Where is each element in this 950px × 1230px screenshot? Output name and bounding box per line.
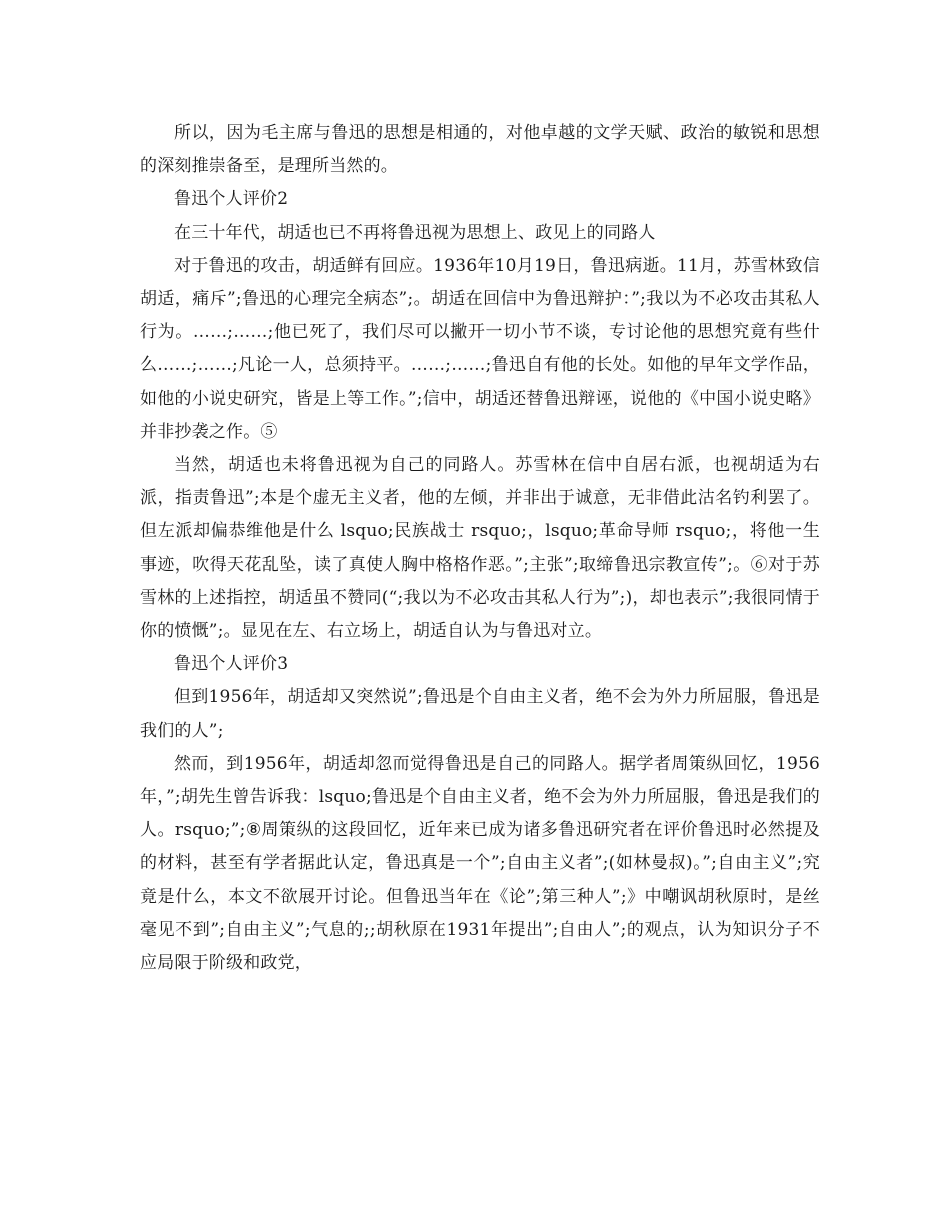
paragraph-3: 对于鲁迅的攻击，胡适鲜有回应。1936年10月19日，鲁迅病逝。11月，苏雪林致信胡适，痛斥”;鲁迅的心理完全病态”;。胡适在回信中为鲁迅辩护：”;我以为不必攻击其私人行为。……;……;他已死了，我们尽可以撇开一切小节不谈，专讨论他的思想究竟有些什么……;……;凡论一人，总须持平。……;……;鲁迅自有他的长处。如他的早年文学作品，如他的小说史研究，皆是上等工作。”;信中，胡适还替鲁迅辩诬，说他的《中国小说史略》并非抄袭之作。⑤ [140, 255, 820, 442]
paragraph-5: 但到1956年，胡适却又突然说”;鲁迅是个自由主义者，绝不会为外力所屈服，鲁迅是我们的人”; [140, 687, 820, 741]
section-heading-3: 鲁迅个人评价3 [174, 654, 289, 675]
document-body [140, 117, 820, 980]
section-heading-2: 鲁迅个人评价2 [174, 189, 289, 210]
paragraph-2: 在三十年代，胡适也已不再将鲁迅视为思想上、政见上的同路人 [174, 222, 656, 243]
paragraph-4: 当然，胡适也未将鲁迅视为自己的同路人。苏雪林在信中自居右派，也视胡适为右派，指责鲁迅”;本是个虚无主义者，他的左倾，并非出于诚意，无非借此沽名钓利罢了。但左派却偏恭维他是什么 lsquo;民族战士 rsquo;，lsquo;革命导师 rsquo;，将他一生事迹，吹得天花乱坠，读了真使人胸中格格作恶。”;主张”;取缔鲁迅宗教宣传”;。⑥对于苏雪林的上述指控，胡适虽不赞同(“;我以为不必攻击其私人行为”;)，却也表示”;我很同情于你的愤慨”;。显见在左、右立场上，胡适自认为与鲁迅对立。 [140, 455, 820, 642]
paragraph-6: 然而，到1956年，胡适却忽而觉得鲁迅是自己的同路人。据学者周策纵回忆，1956年，”;胡先生曾告诉我：lsquo;鲁迅是个自由主义者，绝不会为外力所屈服，鲁迅是我们的人。rsquo;”;⑧周策纵的这段回忆，近年来已成为诸多鲁迅研究者在评价鲁迅时必然提及的材料，甚至有学者据此认定，鲁迅真是一个”;自由主义者”;(如林曼叔)。”;自由主义”;究竟是什么，本文不欲展开讨论。但鲁迅当年在《论”;第三种人”;》中嘲讽胡秋原时，是丝毫见不到”;自由主义”;气息的;;胡秋原在1931年提出”;自由人”;的观点，认为知识分子不应局限于阶级和政党， [140, 753, 820, 974]
paragraph-1: 所以，因为毛主席与鲁迅的思想是相通的，对他卓越的文学天赋、政治的敏锐和思想的深刻推崇备至，是理所当然的。 [140, 123, 820, 177]
